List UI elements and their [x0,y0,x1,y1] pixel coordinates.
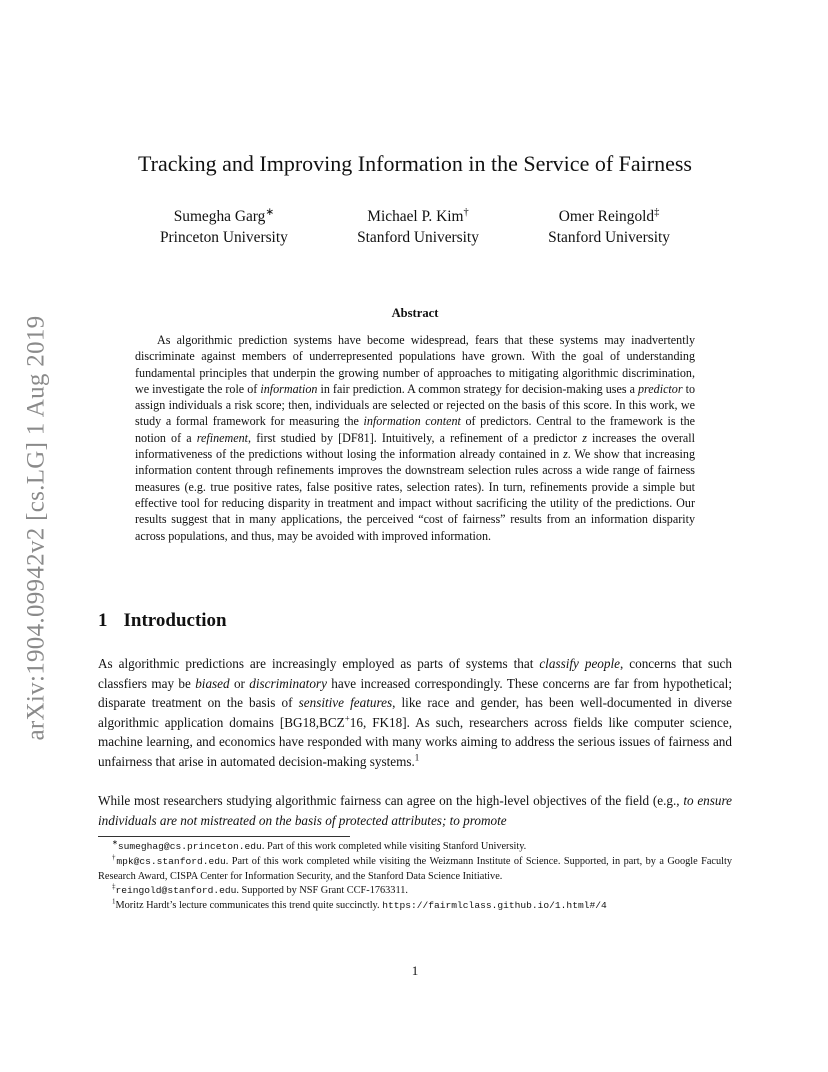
author-affiliation: Stanford University [548,229,670,246]
email-link[interactable]: sumeghag@cs.princeton.edu [117,841,262,852]
email-link[interactable]: reingold@stanford.edu [115,885,237,897]
author-mark: ∗ [265,206,275,218]
author-mark: ‡ [654,206,660,218]
arxiv-sidebar-stamp [19,290,53,765]
author-list [160,206,670,248]
author-kim [357,206,479,248]
abstract-heading: Abstract [391,306,439,320]
footnote-garg: ∗sumeghag@cs.princeton.edu. Part of this work completed while visiting Stanford University. [112,838,527,852]
author-name: Michael P. Kim [367,208,464,225]
author-affiliation: Princeton University [160,229,288,246]
arxiv-id: arXiv:1904.09942v2 [cs.LG] 1 Aug 2019 [22,315,50,740]
email-link[interactable]: mpk@cs.stanford.edu [116,855,226,867]
abstract-text: As algorithmic prediction systems have become widespread, fears that these systems may inadvertently discriminate against members of underrepresented populations have grown. With the goal of understanding fundamental principles that underpin the growing number of approaches to mitigating algorithmic discrimination, we investigate the role of information in fair prediction. A common strategy for decision-making uses a predictor to assign individuals a risk score; then, individuals are selected or rejected on the basis of this score. In this work, we study a formal framework for measuring the information content of predictors. Central to the framework is the notion of a refinement, first studied by [DF81]. Intuitively, a refinement of a predictor z increases the overall informativeness of the predictions without losing the information already contained in z. We show that increasing information content through refinements improves the downstream selection rules across a wide range of fairness measures (e.g. true positive rates, false positive rates, selection rates). In turn, refinements provide a simple but effective tool for reducing disparity in treatment and impact without sacrificing the utility of the predictions. Our results suggest that in many applications, the perceived “cost of fairness” results from an information disparity across populations, and thus, may be avoided with improved information. [135,333,696,543]
author-name: Sumegha Garg [173,208,266,225]
author-reingold [548,206,670,248]
footnote-divider [98,836,350,837]
page-number: 1 [411,963,419,978]
author-garg [160,206,288,248]
footnote-reingold: ‡reingold@stanford.edu. Supported by NSF Grant CCF-1763311. [112,882,408,897]
section-title: Introduction [123,610,227,631]
intro-paragraph-2: While most researchers studying algorithmic fairness can agree on the high-level objectives of the field (e.g., to ensure individuals are not mistreated on the basis of protected attributes; to promote [98,793,732,828]
author-mark: † [463,206,469,218]
footnote-1: $^1$Moritz Hardt’s lecture communicates this trend quite succinctly. https://fairmlclass.github.io/1.html#/4 [112,897,607,912]
author-affiliation: Stanford University [357,229,479,246]
url-link[interactable]: https://fairmlclass.github.io/1.html#/4 [382,900,607,912]
paper-title: Tracking and Improving Information in the Service of Fairness [138,151,692,176]
section-heading-introduction [98,610,227,632]
intro-paragraph-1: As algorithmic predictions are increasingly employed as parts of systems that classify people, concerns that such classfiers may be biased or discriminatory have increased correspondingly. These concerns are far from hypothetical; disparate treatment on the basis of sensitive features, like race and gender, has been well-documented in diverse algorithmic application domains [BG18,BCZ+16, FK18]. As such, researchers across fields like computer science, machine learning, and economics have responded with many works aiming to address the serious issues of fairness and unfairness that arise in automated decision-making systems.$^1$ [98,656,733,769]
footnote-kim: †mpk@cs.stanford.edu. Part of this work completed while visiting the Weizmann Institute of Science. Supported, in part, by a Google Faculty Research Award, CISPA Center for Information Security, and the Stanford Data Science Initiative. [98,853,732,882]
footnotes [98,840,732,914]
author-name: Omer Reingold [558,208,655,225]
section-number: 1 [98,610,108,631]
footnote-ref-1[interactable]: 1 [414,752,420,763]
